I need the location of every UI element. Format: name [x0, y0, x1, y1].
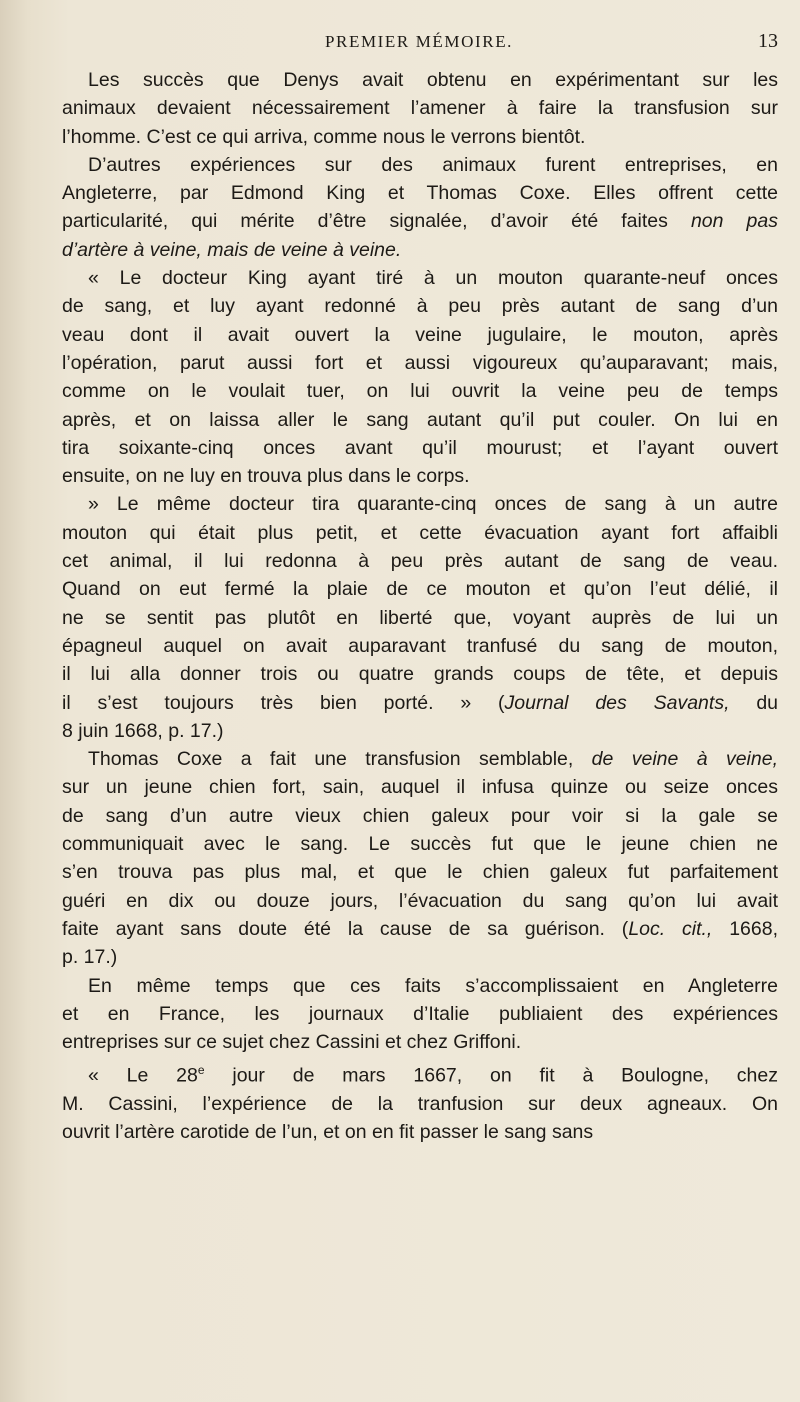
text-line: » Le même docteur tira quarante-cinq onces de sang à un autre [88, 493, 778, 516]
paragraph [62, 745, 778, 971]
text-line: ne se sentit pas plutôt en liberté que, voyant auprès de lui un [62, 606, 778, 629]
text-line: M. Cassini, l’expérience de la tranfusion sur deux agneaux. On [62, 1093, 778, 1116]
text-line: de sang, et luy ayant redonné à peu près autant de sang d’un [62, 295, 778, 318]
text-line: il lui alla donner trois ou quatre grands coups de tête, et depuis [62, 663, 778, 686]
text-line: il s’est toujours très bien porté. » (Journal des Savants, du [62, 691, 779, 714]
paragraph [62, 264, 778, 490]
paragraph [62, 151, 778, 264]
text-line: veau dont il avait ouvert la veine jugulaire, le mouton, après [62, 323, 778, 346]
body-text [62, 66, 778, 1147]
paragraph [62, 972, 778, 1057]
text-line: s’en trouva pas plus mal, et que le chien galeux fut parfaitement [62, 861, 778, 884]
text-line: ouvrit l’artère carotide de l’un, et on en fit passer le sang sans [62, 1121, 594, 1144]
text-line: de sang d’un autre vieux chien galeux pour voir si la gale se [62, 804, 778, 827]
text-line: tira soixante-cinq onces avant qu’il mourust; et l’ayant ouvert [62, 436, 778, 459]
text-line: après, et on laissa aller le sang autant qu’il put couler. On lui en [62, 408, 778, 431]
text-line: p. 17.) [62, 946, 118, 969]
text-line: Quand on eut fermé la plaie de ce mouton et qu’on l’eut délié, il [62, 578, 778, 601]
text-line: D’autres expériences sur des animaux furent entreprises, en [88, 153, 778, 176]
text-line: entreprises sur ce sujet chez Cassini et chez Griffoni. [62, 1031, 522, 1054]
paragraph [62, 66, 778, 151]
text-line: En même temps que ces faits s’accomplissaient en Angleterre [88, 974, 778, 997]
text-line: l’opération, parut aussi fort et aussi vigoureux qu’auparavant; mais, [62, 351, 778, 374]
running-title: PREMIER MÉMOIRE. [324, 32, 514, 51]
text-line: Les succès que Denys avait obtenu en expérimentant sur les [88, 69, 778, 91]
text-line: animaux devaient nécessairement l’amener à faire la transfusion sur [62, 97, 778, 120]
text-line: mouton qui était plus petit, et cette évacuation ayant fort affaibli [62, 521, 778, 544]
text-line: guéri en dix ou douze jours, l’évacuation du sang qu’on lui avait [62, 889, 778, 912]
running-head [60, 28, 778, 58]
text-line: l’homme. C’est ce qui arriva, comme nous le verrons bientôt. [62, 125, 586, 148]
text-line: « Le docteur King ayant tiré à un mouton quarante-neuf onces [88, 267, 778, 290]
text-line: communiquait avec le sang. Le succès fut que le jeune chien ne [62, 833, 778, 856]
text-line: Thomas Coxe a fait une transfusion semblable, de veine à veine, [88, 748, 778, 771]
text-line: « Le 28e jour de mars 1667, on fit à Boulogne, chez [88, 1063, 778, 1087]
text-line: et en France, les journaux d’Italie publiaient des expériences [62, 1002, 778, 1025]
text-line: épagneul auquel on avait auparavant tranfusé du sang de mouton, [62, 634, 778, 657]
paragraph [62, 490, 778, 745]
paragraph [62, 1056, 778, 1146]
text-line: faite ayant sans doute été la cause de sa guérison. (Loc. cit., 1668, [62, 917, 779, 940]
text-line: comme on le voulait tuer, on lui ouvrit la veine peu de temps [62, 380, 778, 403]
text-line: d’artère à veine, mais de veine à veine. [62, 238, 402, 261]
text-line: Angleterre, par Edmond King et Thomas Coxe. Elles offrent cette [62, 182, 778, 205]
text-line: cet animal, il lui redonna à peu près autant de sang de veau. [62, 550, 778, 573]
text-line: ensuite, on ne luy en trouva plus dans le corps. [62, 465, 470, 488]
text-line: particularité, qui mérite d’être signalée, d’avoir été faites non pas [62, 210, 778, 233]
text-line: sur un jeune chien fort, sain, auquel il infusa quinze ou seize onces [62, 776, 778, 799]
text-line: 8 juin 1668, p. 17.) [62, 719, 224, 742]
page-number: 13 [758, 30, 778, 52]
